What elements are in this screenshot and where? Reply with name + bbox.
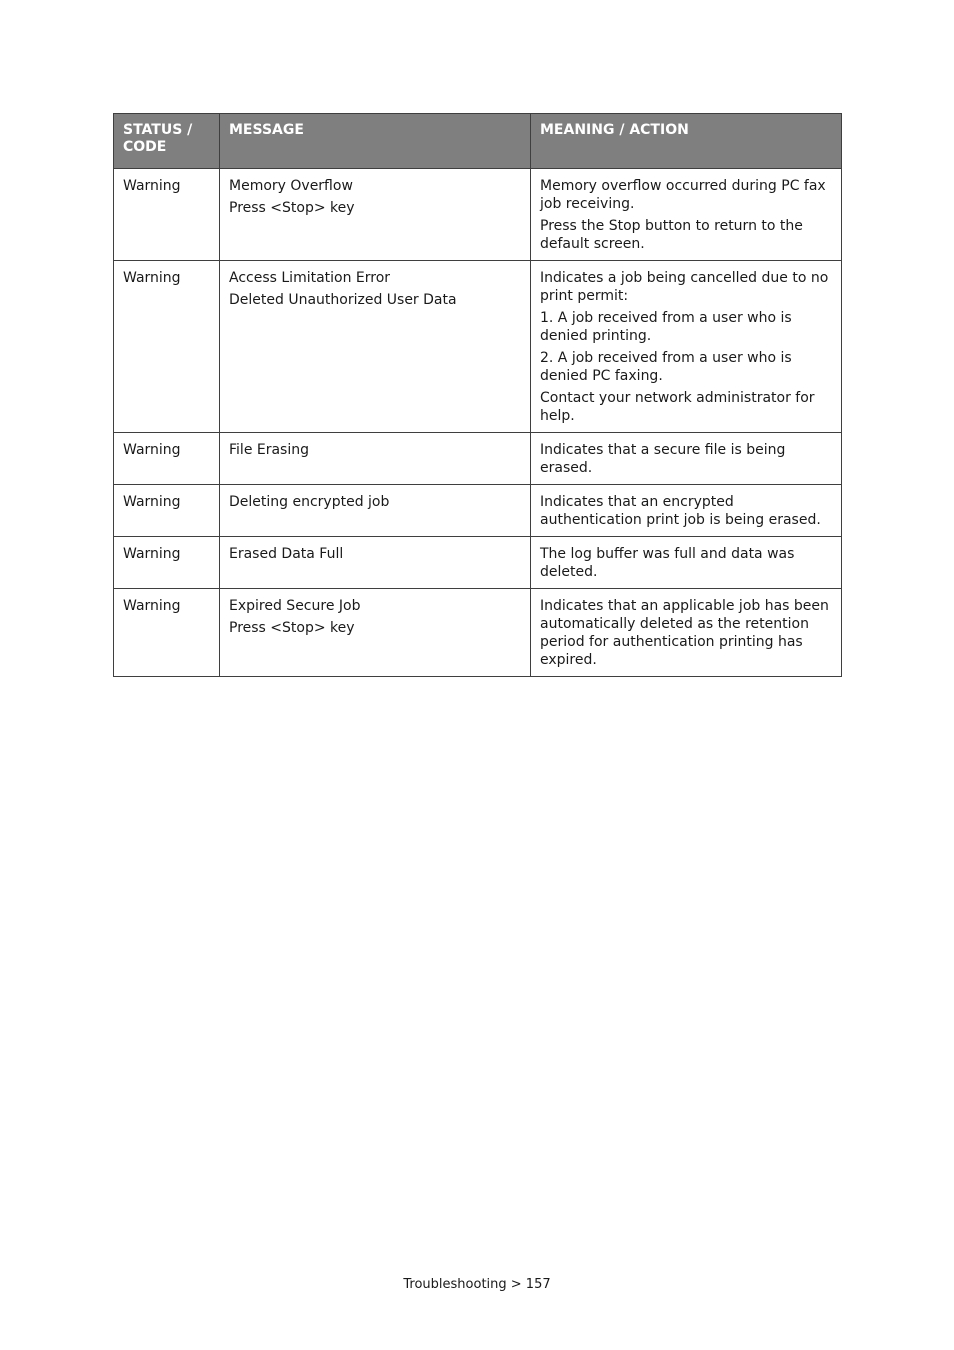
meaning-paragraph: Contact your network administrator for help. <box>540 390 815 424</box>
message-cell <box>220 261 531 433</box>
message-line: Deleted Unauthorized User Data <box>229 292 457 308</box>
message-line: Access Limitation Error <box>229 270 391 286</box>
table-row <box>114 433 842 485</box>
meaning-paragraph: Indicates a job being cancelled due to no print permit: <box>540 270 829 304</box>
status-text: Warning <box>123 270 181 286</box>
status-message-table <box>113 113 842 677</box>
header-meaning-action: MEANING / ACTION <box>531 114 842 169</box>
meaning-paragraph: Press the Stop button to return to the default screen. <box>540 218 803 252</box>
message-line: File Erasing <box>229 442 310 458</box>
table-row <box>114 169 842 261</box>
status-cell <box>114 589 220 677</box>
table-row <box>114 537 842 589</box>
message-cell <box>220 537 531 589</box>
meaning-paragraph: Indicates that a secure file is being erased. <box>540 442 786 476</box>
page-footer: Troubleshooting > 157 <box>403 1277 551 1292</box>
status-text: Warning <box>123 546 181 562</box>
message-cell <box>220 433 531 485</box>
header-status-code: STATUS / CODE <box>114 114 220 169</box>
table-header-row <box>114 114 842 169</box>
meaning-cell <box>531 261 842 433</box>
message-line: Press <Stop> key <box>229 620 355 636</box>
status-cell <box>114 537 220 589</box>
meaning-cell <box>531 433 842 485</box>
message-line: Deleting encrypted job <box>229 494 390 510</box>
status-message-table-container <box>113 113 841 677</box>
meaning-paragraph: 2. A job received from a user who is denied PC faxing. <box>540 350 792 384</box>
table-row <box>114 589 842 677</box>
meaning-paragraph: Indicates that an encrypted authentication print job is being erased. <box>540 494 821 528</box>
meaning-paragraph: Indicates that an applicable job has been automatically deleted as the retention period for authentication printing has expired. <box>540 598 829 668</box>
header-message: MESSAGE <box>220 114 531 169</box>
message-cell <box>220 485 531 537</box>
status-cell <box>114 433 220 485</box>
status-cell <box>114 169 220 261</box>
message-line: Press <Stop> key <box>229 200 355 216</box>
meaning-cell <box>531 537 842 589</box>
meaning-paragraph: 1. A job received from a user who is denied printing. <box>540 310 792 344</box>
status-cell <box>114 485 220 537</box>
table-row <box>114 261 842 433</box>
message-line: Erased Data Full <box>229 546 344 562</box>
meaning-paragraph: Memory overflow occurred during PC fax job receiving. <box>540 178 826 212</box>
message-line: Memory Overflow <box>229 178 353 194</box>
message-line: Expired Secure Job <box>229 598 361 614</box>
meaning-cell <box>531 485 842 537</box>
meaning-cell <box>531 589 842 677</box>
status-text: Warning <box>123 442 181 458</box>
status-text: Warning <box>123 178 181 194</box>
status-cell <box>114 261 220 433</box>
status-text: Warning <box>123 494 181 510</box>
message-cell <box>220 589 531 677</box>
meaning-paragraph: The log buffer was full and data was deleted. <box>540 546 795 580</box>
meaning-cell <box>531 169 842 261</box>
message-cell <box>220 169 531 261</box>
status-text: Warning <box>123 598 181 614</box>
table-row <box>114 485 842 537</box>
